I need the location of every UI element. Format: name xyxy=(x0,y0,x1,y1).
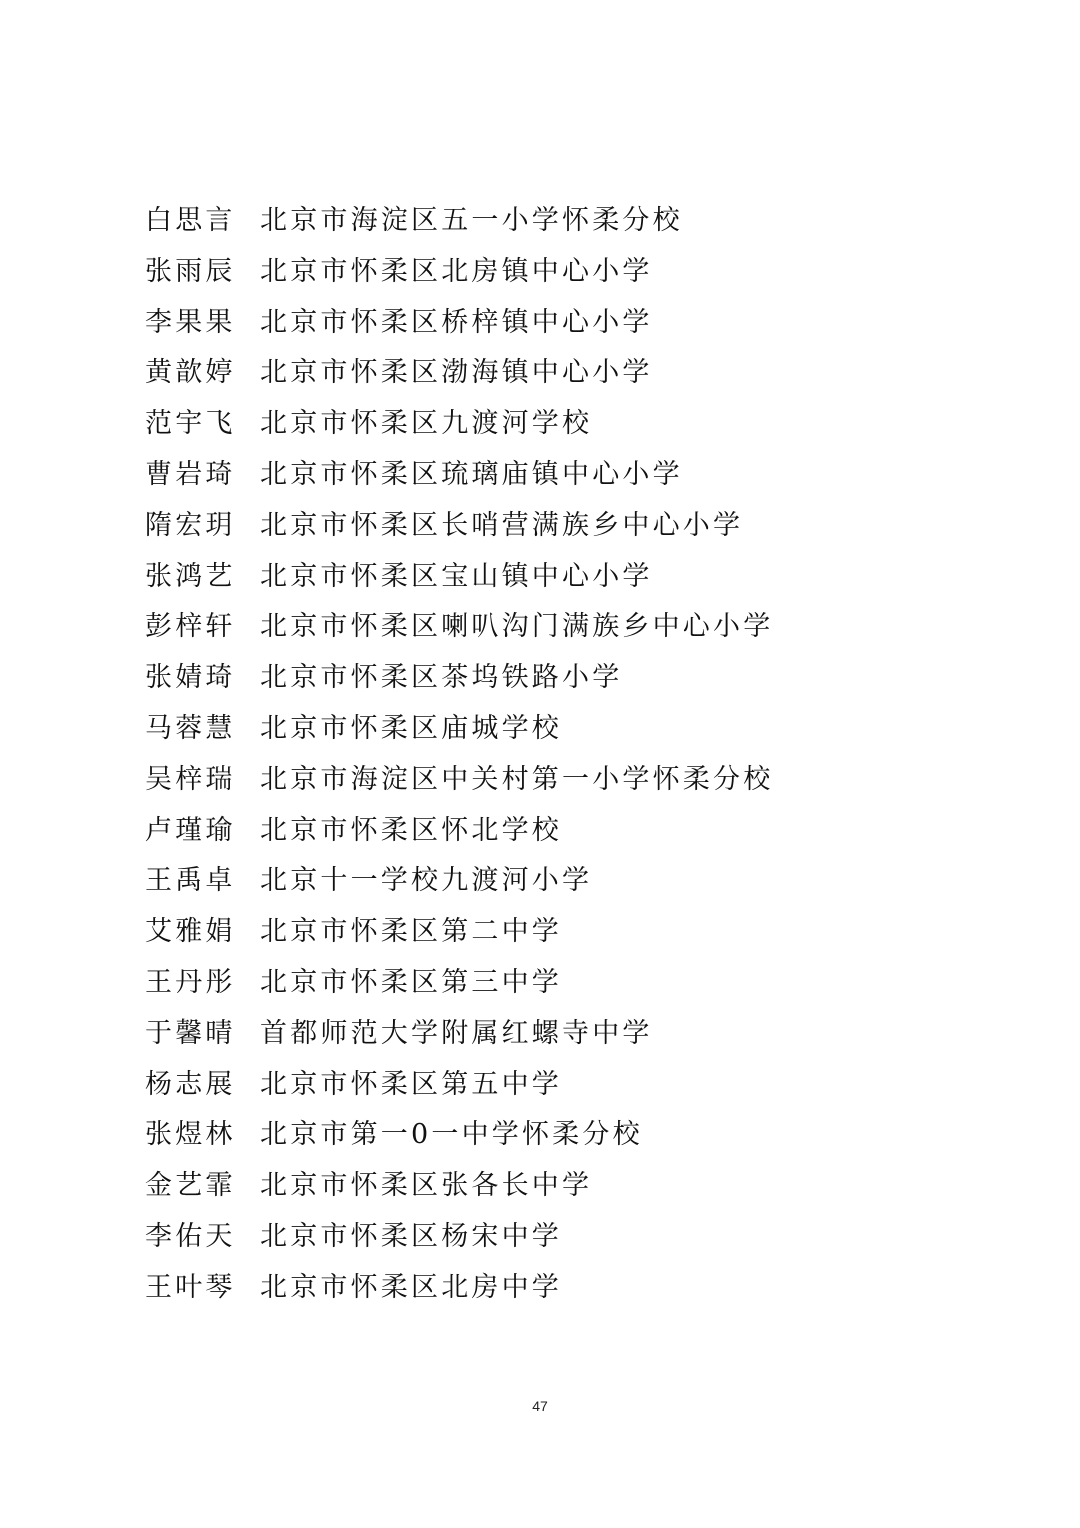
list-item xyxy=(145,704,773,755)
school-name: 北京市怀柔区琉璃庙镇中心小学 xyxy=(260,458,683,490)
list-item xyxy=(145,1009,773,1060)
student-name: 王叶琴 xyxy=(145,1271,236,1303)
school-name: 北京市怀柔区北房中学 xyxy=(260,1271,562,1303)
school-name: 北京市海淀区中关村第一小学怀柔分校 xyxy=(260,763,774,795)
school-name: 北京市怀柔区怀北学校 xyxy=(260,814,562,846)
student-name: 李佑天 xyxy=(145,1220,236,1252)
school-name: 北京市怀柔区北房镇中心小学 xyxy=(260,255,653,287)
list-item xyxy=(145,806,773,857)
school-name: 北京十一学校九渡河小学 xyxy=(260,865,593,897)
list-item xyxy=(145,1110,773,1161)
list-item xyxy=(145,247,773,298)
student-name: 张煜林 xyxy=(145,1119,236,1151)
list-item xyxy=(145,298,773,349)
student-name: 张鸿艺 xyxy=(145,560,236,592)
school-name: 北京市怀柔区第五中学 xyxy=(260,1068,562,1100)
student-name: 隋宏玥 xyxy=(145,509,236,541)
student-name: 曹岩琦 xyxy=(145,458,236,490)
school-name: 北京市怀柔区杨宋中学 xyxy=(260,1220,562,1252)
school-name: 首都师范大学附属红螺寺中学 xyxy=(260,1017,653,1049)
school-name: 北京市第一0一中学怀柔分校 xyxy=(260,1119,643,1151)
list-item xyxy=(145,348,773,399)
school-name: 北京市怀柔区桥梓镇中心小学 xyxy=(260,306,653,338)
list-item xyxy=(145,501,773,552)
student-name: 于馨晴 xyxy=(145,1017,236,1049)
school-name: 北京市海淀区五一小学怀柔分校 xyxy=(260,205,683,236)
name-list xyxy=(145,196,773,1314)
student-name: 王丹彤 xyxy=(145,966,236,998)
school-name: 北京市怀柔区庙城学校 xyxy=(260,712,562,744)
school-name: 北京市怀柔区长哨营满族乡中心小学 xyxy=(260,509,744,541)
student-name: 张雨辰 xyxy=(145,255,236,287)
list-item xyxy=(145,399,773,450)
student-name: 李果果 xyxy=(145,306,236,338)
school-name: 北京市怀柔区张各长中学 xyxy=(260,1170,593,1202)
student-name: 王禹卓 xyxy=(145,865,236,897)
school-name: 北京市怀柔区茶坞铁路小学 xyxy=(260,662,623,694)
list-item xyxy=(145,1060,773,1111)
student-name: 杨志展 xyxy=(145,1068,236,1100)
list-item xyxy=(145,602,773,653)
student-name: 金艺霏 xyxy=(145,1170,236,1202)
student-name: 白思言 xyxy=(145,205,236,236)
student-name: 马蓉慧 xyxy=(145,712,236,744)
student-name: 艾雅娟 xyxy=(145,916,236,948)
list-item xyxy=(145,907,773,958)
student-name: 卢瑾瑜 xyxy=(145,814,236,846)
student-name: 黄歆婷 xyxy=(145,357,236,389)
list-item xyxy=(145,958,773,1009)
list-item xyxy=(145,856,773,907)
school-name: 北京市怀柔区第三中学 xyxy=(260,966,562,998)
school-name: 北京市怀柔区喇叭沟门满族乡中心小学 xyxy=(260,611,774,643)
student-name: 张婧琦 xyxy=(145,662,236,694)
page-number: 47 xyxy=(532,1398,548,1414)
list-item xyxy=(145,755,773,806)
list-item xyxy=(145,552,773,603)
list-item xyxy=(145,1212,773,1263)
list-item xyxy=(145,450,773,501)
list-item xyxy=(145,1161,773,1212)
school-name: 北京市怀柔区第二中学 xyxy=(260,916,562,948)
list-item xyxy=(145,1263,773,1314)
school-name: 北京市怀柔区渤海镇中心小学 xyxy=(260,357,653,389)
list-item xyxy=(145,196,773,247)
list-item xyxy=(145,653,773,704)
student-name: 范宇飞 xyxy=(145,408,236,440)
student-name: 吴梓瑞 xyxy=(145,763,236,795)
student-name: 彭梓轩 xyxy=(145,611,236,643)
school-name: 北京市怀柔区宝山镇中心小学 xyxy=(260,560,653,592)
school-name: 北京市怀柔区九渡河学校 xyxy=(260,408,593,440)
